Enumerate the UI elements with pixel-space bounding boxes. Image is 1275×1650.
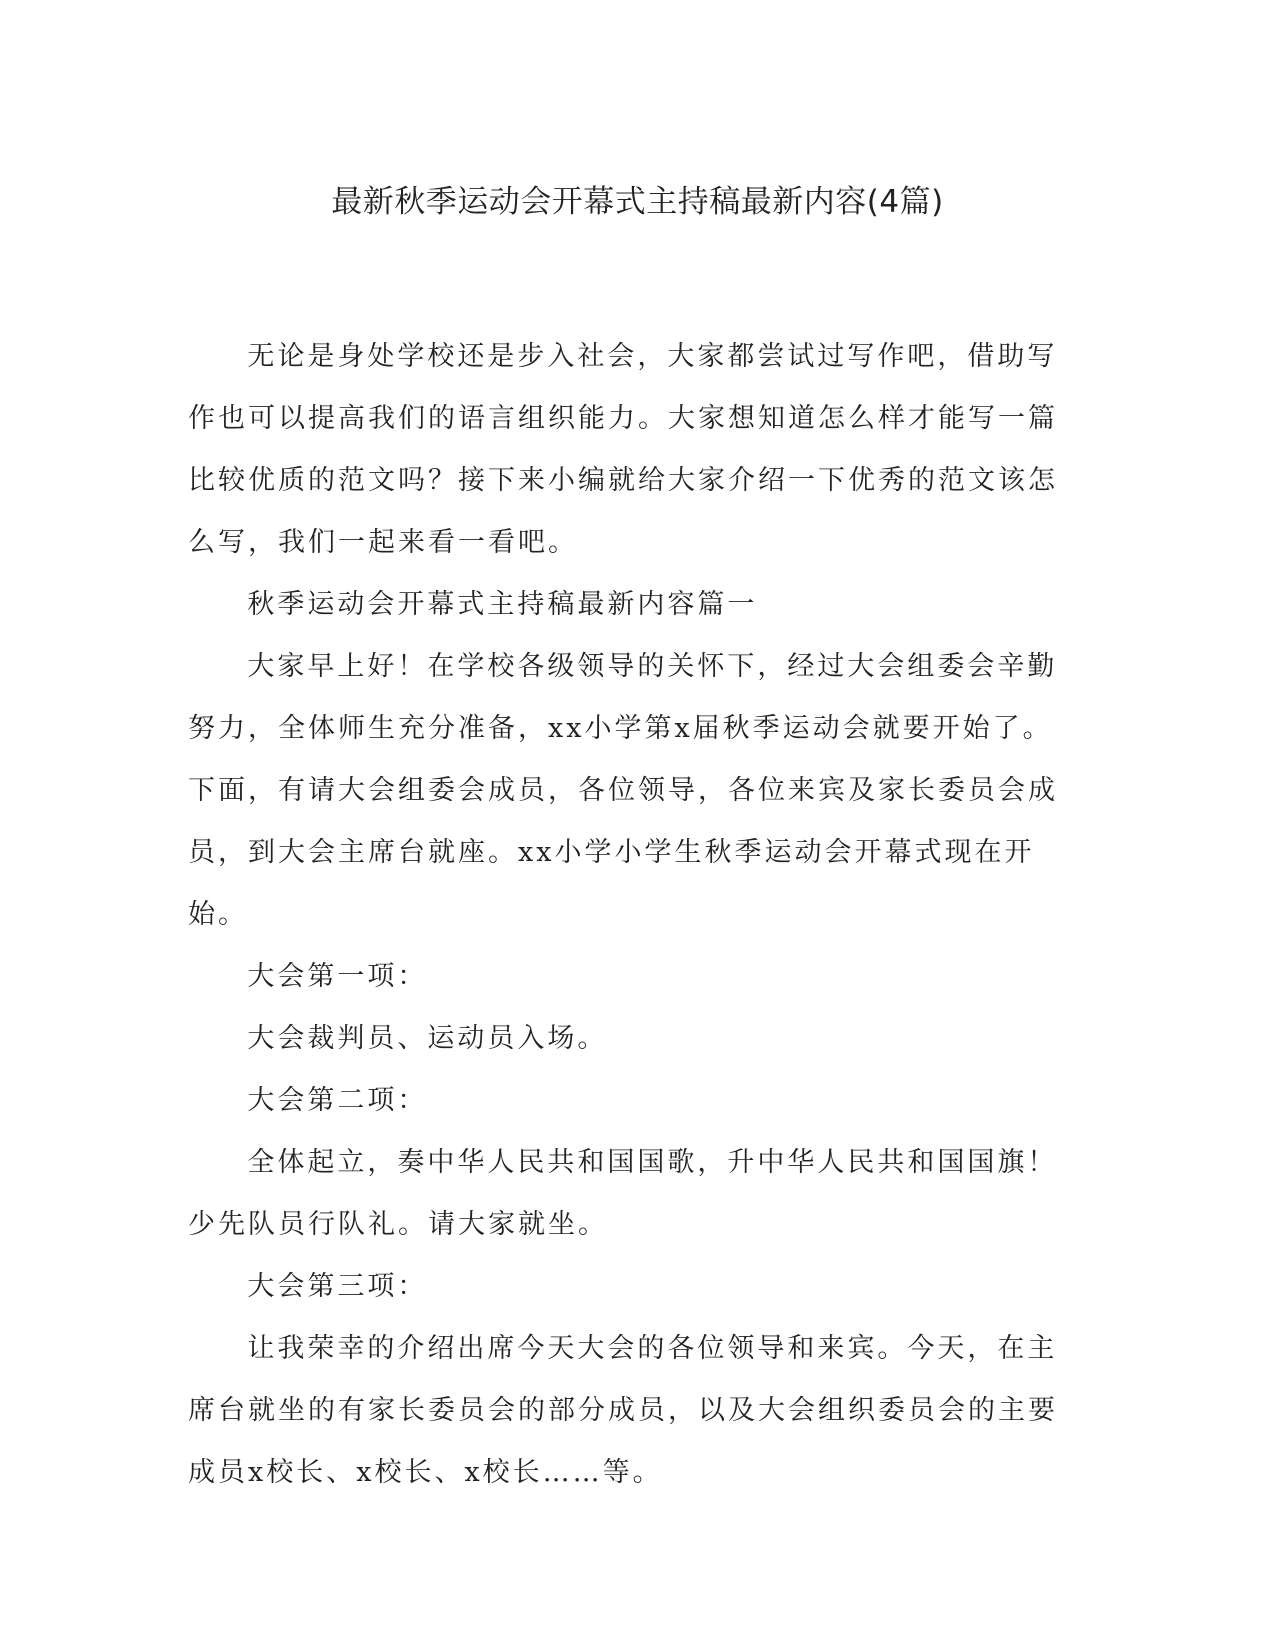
paragraph-item-one: 大会第一项： <box>247 961 428 992</box>
document-body <box>188 326 1073 1504</box>
paragraph-item-three: 大会第三项： <box>247 1271 428 1302</box>
document-title: 最新秋季运动会开幕式主持稿最新内容(4篇) <box>331 184 944 220</box>
paragraph-item-two-content: 全体起立，奏中华人民共和国国歌，升中华人民共和国国旗！少先队员行队礼。请大家就坐。 <box>188 1147 1058 1240</box>
paragraph-item-three-content: 让我荣幸的介绍出席今天大会的各位领导和来宾。今天，在主席台就坐的有家长委员会的部分成员，以及大会组织委员会的主要成员x校长、x校长、x校长……等。 <box>188 1333 1058 1488</box>
paragraph-greeting: 大家早上好！在学校各级领导的关怀下，经过大会组委会辛勤努力，全体师生充分准备，xx小学第x届秋季运动会就要开始了。下面，有请大会组委会成员，各位领导，各位来宾及家长委员会成员，到大会主席台就座。xx小学小学生秋季运动会开幕式现在开始。 <box>188 651 1058 930</box>
paragraph-section-heading: 秋季运动会开幕式主持稿最新内容篇一 <box>247 589 758 620</box>
paragraph-item-two: 大会第二项： <box>247 1085 428 1116</box>
paragraph-item-one-content: 大会裁判员、运动员入场。 <box>247 1023 608 1054</box>
paragraph-intro: 无论是身处学校还是步入社会，大家都尝试过写作吧，借助写作也可以提高我们的语言组织能力。大家想知道怎么样才能写一篇比较优质的范文吗？接下来小编就给大家介绍一下优秀的范文该怎么写，我们一起来看一看吧。 <box>188 341 1058 558</box>
